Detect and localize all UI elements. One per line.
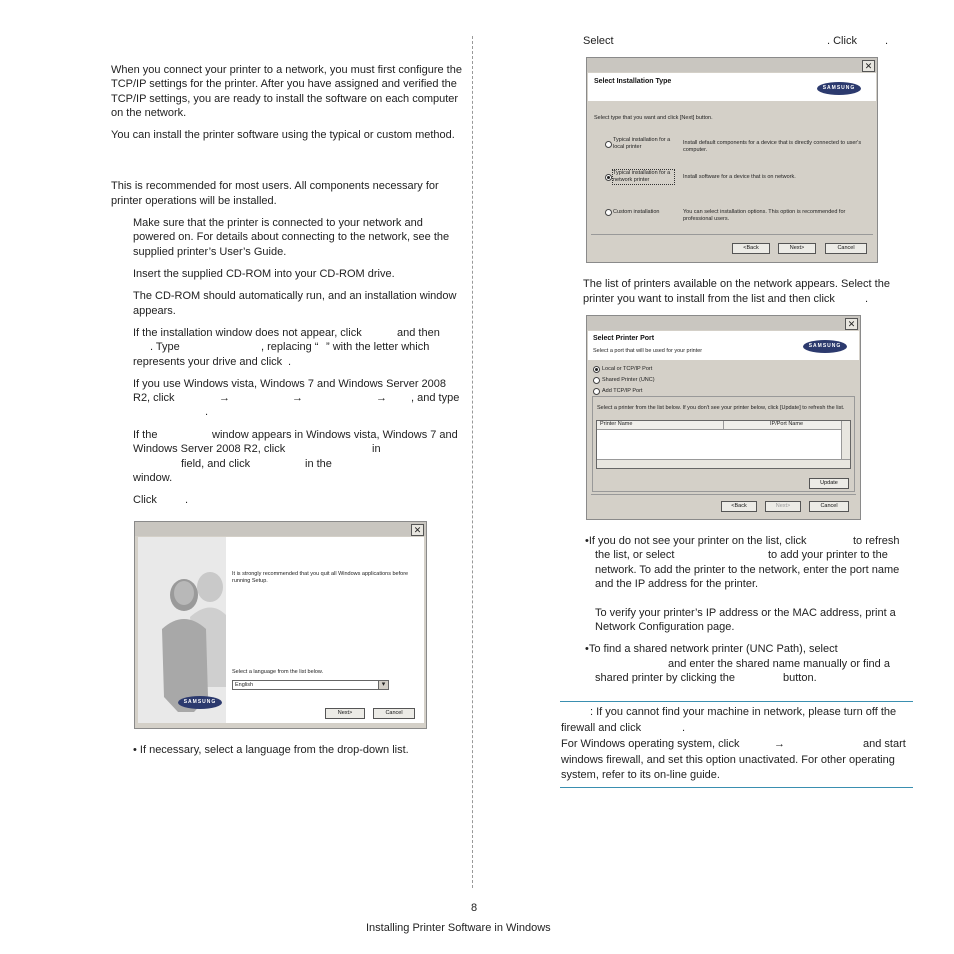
arrow-icon: → <box>292 392 303 404</box>
step2c-fragment: represents your drive and click <box>133 356 283 368</box>
option-description: You can select installation options. This option is recommended for <box>683 209 846 215</box>
bullet2-fragment: shared printer by clicking the <box>595 672 736 684</box>
step3-fragment: . <box>185 494 189 506</box>
list-paragraph: . <box>865 293 869 305</box>
language-dialog <box>134 521 427 729</box>
step2b-line: The CD-ROM should automatically run, and an installation window <box>133 290 457 302</box>
language-dropdown[interactable] <box>232 680 389 690</box>
step2c-fragment: , replacing “ <box>261 341 319 353</box>
select-fragment: . <box>885 35 889 47</box>
bullet1-fragment: and the IP address for the printer. <box>595 578 759 590</box>
vertical-scrollbar[interactable] <box>841 421 850 460</box>
option-label: Typical installation for a <box>613 170 671 176</box>
bullet2-fragment: button. <box>783 672 817 684</box>
recommended-line: printer operations will be installed. <box>111 195 277 207</box>
select-fragment: Select <box>583 35 614 47</box>
intro-line: on the network. <box>111 107 187 119</box>
step2d-fragment: If you use Windows vista, Windows 7 and Windows Server 2008 <box>133 378 447 390</box>
note-fragment: For Windows operating system, click <box>561 738 740 750</box>
option-description: computer. <box>683 147 708 153</box>
footer-title: Installing Printer Software in Windows <box>366 922 551 934</box>
cancel-button[interactable]: Cancel <box>825 243 867 254</box>
step2d-fragment: . <box>205 406 209 418</box>
bullet2-fragment: •To find a shared network printer (UNC Path), select <box>585 643 838 655</box>
verify-line: To verify your printer’s IP address or the MAC address, print a <box>595 607 896 619</box>
installation-type-dialog <box>586 57 878 263</box>
arrow-icon: → <box>219 392 230 404</box>
dialog-message: It is strongly recommended that you quit all Windows applications before <box>232 571 409 577</box>
language-select-label: Select a language from the list below. <box>232 669 324 675</box>
page-number: 8 <box>471 902 478 914</box>
dialog-title: Select Installation Type <box>594 78 672 85</box>
bullet1-fragment: the list, or select <box>595 549 675 561</box>
port-label: Shared Printer (UNC) <box>602 377 655 383</box>
radio-network-printer[interactable] <box>605 174 612 181</box>
option-description: professional users. <box>683 216 730 222</box>
intro-line: TCP/IP settings, you are ready to install the software on each computer <box>111 93 459 105</box>
language-bullet: • If necessary, select a language from the drop-down list. <box>133 744 409 756</box>
note-top-rule <box>560 701 913 702</box>
bullet1-fragment: to refresh <box>853 535 900 547</box>
radio-local-tcpip[interactable] <box>593 366 600 373</box>
radio-shared-printer[interactable] <box>593 377 600 384</box>
step1-line: Make sure that the printer is connected to your network and <box>133 217 423 229</box>
arrow-icon: → <box>774 738 785 750</box>
intro-method: You can install the printer software using the typical or custom method. <box>111 129 455 141</box>
step2e-fragment: Windows Server 2008 R2, click <box>133 443 286 455</box>
option-label: Custom installation <box>613 209 660 215</box>
step2e-fragment: in the <box>305 458 332 470</box>
port-label: Add TCP/IP Port <box>602 388 643 394</box>
port-label: Local or TCP/IP Port <box>602 366 653 372</box>
dialog-subtitle: Select a port that will be used for your printer <box>593 348 703 354</box>
step2e-fragment: window. <box>133 472 173 484</box>
bullet1-fragment: to add your printer to the <box>768 549 888 561</box>
cancel-button[interactable]: Cancel <box>373 708 415 719</box>
step1-line: powered on. For details about connecting to the network, see the <box>133 231 450 243</box>
dialog-title: Select Printer Port <box>593 335 655 342</box>
recommended-line: This is recommended for most users. All components necessary for <box>111 180 439 192</box>
option-description: Install software for a device that is on network. <box>683 174 796 180</box>
language-value: English <box>235 682 254 688</box>
horizontal-scrollbar[interactable] <box>597 459 850 468</box>
bullet1-fragment: network. To add the printer to the network, enter the port name <box>595 564 900 576</box>
separator <box>591 494 856 495</box>
dialog-titlebar <box>587 58 877 72</box>
bullet2-fragment: and enter the shared name manually or find a <box>668 658 890 670</box>
column-header-label: IP/Port Name <box>770 421 804 427</box>
radio-add-tcpip[interactable] <box>593 388 600 395</box>
step1-line: supplied printer’s User’s Guide. <box>133 246 287 258</box>
back-button[interactable]: <Back <box>721 501 757 512</box>
people-illustration <box>138 537 226 723</box>
step2c-fragment: . Type <box>150 341 180 353</box>
column-header-label: Printer Name <box>600 421 633 427</box>
step2c-fragment: . <box>288 356 292 368</box>
note-fragment: firewall and click <box>561 722 642 734</box>
update-button[interactable]: Update <box>809 478 849 489</box>
samsung-logo: SAMSUNG <box>803 340 847 353</box>
note-fragment: : If you cannot find your machine in network, please turn off the <box>590 706 897 718</box>
step2e-fragment: window appears in Windows vista, Windows 7 and <box>212 429 458 441</box>
radio-custom[interactable] <box>605 209 612 216</box>
arrow-icon: → <box>376 392 387 404</box>
verify-line: Network Configuration page. <box>595 621 735 633</box>
step3-fragment: Click <box>133 494 157 506</box>
dialog-message: running Setup. <box>232 578 268 584</box>
option-label: Typical installation for a <box>613 137 671 143</box>
step2c-fragment: If the installation window does not appear, click <box>133 327 362 339</box>
column-header-name[interactable] <box>597 421 724 430</box>
dialog-instruction: Select type that you want and click [Next] button. <box>594 115 713 121</box>
list-paragraph: printer you want to install from the list and then click <box>583 293 835 305</box>
bullet1-fragment: •If you do not see your printer on the list, click <box>585 535 807 547</box>
note-fragment: . <box>682 722 686 734</box>
option-label: local printer <box>613 144 642 150</box>
note-fragment: and start <box>863 738 906 750</box>
printer-list[interactable] <box>596 420 851 469</box>
printer-port-dialog <box>586 315 861 520</box>
list-paragraph: The list of printers available on the network appears. Select the <box>583 278 890 290</box>
step2e-fragment: in <box>372 443 381 455</box>
option-label: network printer <box>613 177 650 183</box>
close-button[interactable]: ✕ <box>845 318 858 330</box>
step2b-line: appears. <box>133 305 176 317</box>
step2d-fragment: , and type <box>411 392 460 404</box>
step2c-fragment: ” with the letter which <box>326 341 430 353</box>
next-button[interactable]: Next> <box>778 243 816 254</box>
chevron-down-icon[interactable]: ▾ <box>378 681 388 689</box>
cancel-button[interactable]: Cancel <box>809 501 849 512</box>
setup-sidebar-image <box>138 537 226 723</box>
step2c-fragment: and then <box>397 327 440 339</box>
select-fragment: . Click <box>827 35 857 47</box>
next-button[interactable]: Next> <box>325 708 365 719</box>
intro-line: TCP/IP settings for the printer. After you have assigned and verified the <box>111 78 457 90</box>
radio-local-printer[interactable] <box>605 141 612 148</box>
note-fragment: windows firewall, and set this option unactivated. For other operating <box>561 754 895 766</box>
column-header-port[interactable] <box>724 421 842 430</box>
separator <box>591 234 873 235</box>
step2-text: Insert the supplied CD-ROM into your CD-ROM drive. <box>133 268 395 280</box>
step2d-fragment: R2, click <box>133 392 175 404</box>
next-button-disabled[interactable]: Next> <box>765 501 801 512</box>
close-button[interactable]: ✕ <box>411 524 424 536</box>
option-description: Install default components for a device that is directly connected to user's <box>683 140 862 146</box>
step2e-fragment: If the <box>133 429 158 441</box>
step2e-fragment: field, and click <box>181 458 251 470</box>
samsung-logo: SAMSUNG <box>178 696 222 709</box>
dialog-titlebar <box>587 316 860 330</box>
dialog-titlebar <box>135 522 426 536</box>
intro-line: When you connect your printer to a network, you must first configure the <box>111 64 462 76</box>
samsung-logo: SAMSUNG <box>817 82 861 95</box>
close-button[interactable]: ✕ <box>862 60 875 72</box>
back-button[interactable]: <Back <box>732 243 770 254</box>
note-bottom-rule <box>560 787 913 788</box>
column-divider <box>472 36 473 888</box>
list-hint: Select a printer from the list below. If you don't see your printer below, click [Update] to refresh the list. <box>597 405 845 411</box>
note-fragment: system, refer to its on-line guide. <box>561 769 720 781</box>
